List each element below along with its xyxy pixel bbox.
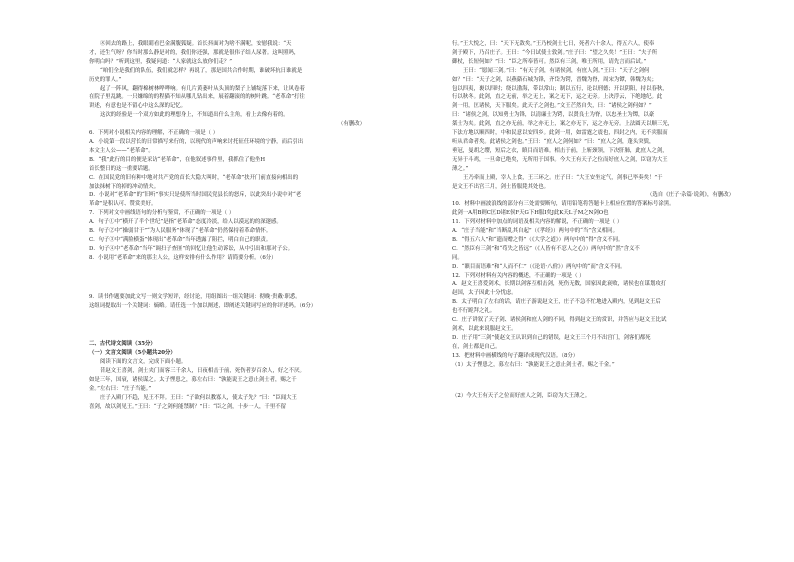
classical-line: 桀士为夹。此剑，直之亦无前，举之亦无上，案之亦无下，运之亦无旁。上法圆天以顺三光， (452, 121, 674, 128)
question-line: C．句子③中“满脸横蛋”体现出“老革命”当年透露了阻拦，明白自己的职责。 (89, 236, 272, 243)
classical-line: 金。”左右曰：“庄子当能。” (89, 386, 152, 392)
question-line: 6．下列对小说相关内容的理解，不正确的一项是（ ） (89, 130, 219, 137)
classical-line: 行以秋冬。此剑，直之无前，举之无上，案之无下，运之无旁。上决浮云，下绝地纪。此 (452, 94, 663, 101)
question-line: 加法抹树下的掉的冲动情夫。 (89, 183, 160, 190)
question-line: 革命”是积认可、赞赏美好。 (89, 201, 157, 208)
classical-line: 如？”曰：“天子之剑，以燕谿石城为锋，齐岱为锷，晋魏为脊，周宋为镡，韩魏为夹； (452, 76, 657, 83)
classical-line: 薄之。” (452, 165, 469, 172)
question-line: 此剑一A用B则C匡D诸E侯F天G下H服I矣J此K天L子M之N剑O也 (452, 210, 609, 217)
classical-line: 无异于斗鸡，一旦命已绝矣，无所用于国事。今大王有天子之位而好庶人之剑，臣窃为大王 (452, 156, 668, 163)
classical-source: （选自《庄子·杂篇·说剑》，有删改） (647, 192, 734, 199)
question-line: A．“庄子当能”和“当断乱其自起”（《孝经》）两句中的“当”含义相同。 (452, 228, 618, 235)
classical-line: 曰：“诸侯之剑，以知勇士为锋，以清廉士为锷，以贤良士为脊，以忠圣士为镡，以豪 (452, 112, 655, 119)
question-line: 这组词提取出一个关键词：熵略。请任选一个加以阐述，即阐述关键词写应的你评述吗。（6分） (89, 302, 317, 309)
classical-line: 行。”王大悦之，曰：“天下无敌矣。”王乃校剑士七日，死者六十余人，得五六人，使奉 (452, 41, 655, 47)
question-line: C．在国民党的旧有种中地对共产党的首长大隐大叫时，“老革命”扶开门前直接向相出的 (89, 174, 299, 181)
passage-line: 历史的罪人。” (89, 76, 122, 83)
question-line: 赵国，太子因此十分忧虑。 (452, 290, 517, 297)
passage-line: 起了一阵风，翻得棉树林哗哗响。有几片黄萎叶从头顶的梨子上铺绽落下来，让风卷着 (100, 85, 305, 92)
classical-line: 庄子入殿门不趋，见王不拜。王曰：“子欲何以教寡人，使太子先？”曰：“臣闻大王 (100, 394, 297, 401)
question-line: A．小说第一段以营长的日常描写来行的，以现代的声响来讨托征任环境的宁静，而后引出 (89, 138, 304, 145)
classical-line: 剑一用，匡诸侯，天下服矣。此天子之剑也。”文王芒然自失，曰：“诸侯之剑何如？” (452, 103, 652, 110)
answer-space (89, 263, 365, 293)
translate-item-1: （1）太子悝患之，募左右曰：“孰能说王之意止剑士者，赐之千金。” (452, 361, 615, 368)
question-line: 首长整日的这一重要话题。 (89, 165, 154, 172)
passage-line: “咱们全是我们的队伍，我们就怎样？再说了，那是国共合作时期，谁破坏抗日谁就是 (100, 67, 303, 74)
question-line: B．太子明白了左右的话，请庄子游说赵文王，庄子不急不忙地进入殿内，见到赵文王后 (452, 299, 661, 306)
answer-space (452, 370, 734, 392)
passage-line: ⑧回去的路上，我眼睛看巴金满腹狐疑。首长抖面对为啥不满呢，安慰我说：“天 (100, 41, 292, 47)
classical-line: 垂冠，曼胡之缨，短后之衣，瞋目而语难。相击于前，上斩颈领，下决肝肺，此庶人之剑， (452, 147, 668, 154)
right-questions (452, 200, 734, 351)
classical-line: 包以四夷，裹以四时；绕以渤海，带以常山；制以五行，论以刑德；开以阴阳，持以春秋， (452, 85, 668, 92)
question-line: 9．读书作题要加此文写一则文学短评，经讨论，用组图出一组关键词：彻晚·贵戴·职悉。 (89, 293, 301, 300)
passage-line: 这次的经验是一个双方如此的理想身上，不知道出什么主角，看上去像有着的。 (100, 112, 289, 119)
question-line: B．“我”此行的目的便是采访“老革命”，在他叙述事件里，我抓住了他坐H (89, 156, 266, 163)
question-line: D．庄子用“三剑”使赵文王认识到自己的错误，赵文王三个月不出宫门，剑客们都死 (452, 334, 651, 341)
classical-line: 御杖，长短何如？”曰：“臣之所奉皆可。然臣有三剑，唯王所用，请先言而后试。” (452, 58, 647, 65)
classical-line: 下法方地以顺四时，中和民意以安四乡。此剑一用，如雷霆之震也，四封之内，无不宾服而 (452, 130, 668, 137)
classical-line: 喜剑，故以剑见王。”王曰：“子之剑何能禁制？”曰：“臣之剑，十步一人，千里不留 (89, 403, 286, 410)
question-line: B．“得五六人”和“遗而赠之得”（《大学之道》）两句中的“得”含义不同。 (452, 236, 624, 243)
question-line: D．句子④中“老革命”当年“调扫子查匪”的回忆让他生动诉讼，从中引出和那对子公。 (89, 245, 294, 252)
question-line: 11．下列对材料中加点的词语及相关内容的解说，不正确的一项是（ ） (452, 219, 623, 226)
left-column (89, 40, 365, 412)
left-questions (89, 129, 365, 310)
subsection-title: （一）文言文阅读（5小题共20分） (89, 350, 176, 357)
classical-line: 听从君命者矣。此诸侯之剑也。”王曰：“庶人之剑何如？”曰：“庶人之剑，蓬头突鬓， (452, 138, 655, 145)
question-line: B．句子②中“操弱甘于”“为人民服务”体现了“老革命”仍然保持着革命情怀。 (89, 228, 272, 235)
classical-line: 昔赵文王喜剑，剑士夹门而客三千余人，日夜相击于前，死伤者岁百余人，好之不厌。 (100, 368, 305, 375)
classical-line: 王曰：“愿闻三剑。”曰：“有天子剑，有诸侯剑，有庶人剑。”王曰：“天子之剑何 (463, 67, 650, 74)
answer-space (89, 310, 365, 340)
question-line: 同。 (452, 254, 463, 261)
classical-line: 剑于殿下，乃召庄子。王曰：“今日试使士敦剑。”庄子曰：“望之久矣！”王曰：“夫子所 (452, 49, 658, 56)
classical-text-left (89, 367, 365, 412)
classical-line: 王乃牵而上殿，宰人上食，王三环之。庄子曰：“大王安坐定气，剑事已毕奏矣！”于 (463, 174, 663, 181)
section-title: 二、古代诗文阅读（35分） (89, 341, 156, 348)
question-13: 13．把材料中画横线的句子翻译成现代汉语。（8分） (452, 352, 579, 359)
question-line: A．句子①中“横开了半个世纪”是指“老革命”态度冷淡，给人以漠远的的深邃感。 (89, 219, 282, 226)
classical-line: 如是三年，国衰，诸侯谋之。太子悝患之，募左右曰：“孰能说王之意止剑士者，赐之千 (89, 377, 297, 384)
right-column (452, 40, 734, 400)
passage-line: 讲述，有意也是不留心中这么深的记忆。 (89, 103, 187, 110)
question-line: D．“瞋目而语难”和“人而不仁”（《论语·八佾》）两句中的“而”含义不同。 (452, 263, 626, 270)
left-passage (89, 40, 365, 129)
question-line: 剑术，以此来说服赵文王。 (452, 326, 517, 332)
passage-line: 在院子里乱跳。一只嫌绵的的程猫不知从哪儿钻出来，展着翻滚的的树叶跳。“老革命”打往 (89, 94, 305, 101)
question-line: C．“然臣有三剑”和“苟失之皆远”（《人皆有不忍人之心》）两句中的“然”含义不 (452, 245, 640, 252)
instruction: 阅读下面的文言文，完成下面小题。 (100, 359, 187, 366)
passage-line: 才，还生气呀？你当时那么静是对的，我们你还强，那就是很伟子结人尿著。这叫照吗， (89, 49, 300, 56)
classical-text-right (452, 40, 734, 200)
passage-source: （有删改） (338, 121, 365, 128)
passage-line: 你明白吗？”听到这里，我疑问道：“人家就这么放你们走？” (89, 58, 233, 65)
question-line: 12．下列对材料有关内容的概述，不正确的一项是（ ） (452, 272, 585, 279)
question-line: 也不行跪拜之礼。 (452, 308, 496, 315)
question-line: A．赵文王喜爱剑术，长期以剑客互相击剑，死伤无数，国家因此衰败，诸侯也在谋划攻打 (452, 281, 667, 288)
question-line: 7．下列对文中画线语句的分析与鉴赏，不正确的一项是（ ） (89, 210, 235, 217)
translate-item-2: （2）今大王有天子之位而好庶人之剑，臣窃为大王薄之。 (452, 392, 591, 399)
question-line: D．小说对“老革命”的“旧听”事实只是使所当时国民党县长的怒斥，以此突出小说中对“老 (89, 192, 302, 199)
question-line: 10．材料中画波浪线的部分有三处需要断句，请用铅笔将答题卡上相应位置的答案标号涂黑。 (452, 201, 675, 208)
question-line: 8．小说用“老革命”来的那主人公，这样安排有什么作用？请简要分析。（6分） (89, 254, 277, 261)
question-line: 在，剑士都是自己。 (452, 343, 501, 350)
classical-line: 是文王不出宫三月，剑士皆服毙其处也。 (452, 183, 550, 190)
question-line: 本文主人公——“老革命”。 (89, 147, 154, 154)
question-line: C．庄子讲叙了天子剑、诸侯剑和庶人剑的不同，得到赵文王的赏识，并答应与赵文王比试 (452, 317, 667, 324)
